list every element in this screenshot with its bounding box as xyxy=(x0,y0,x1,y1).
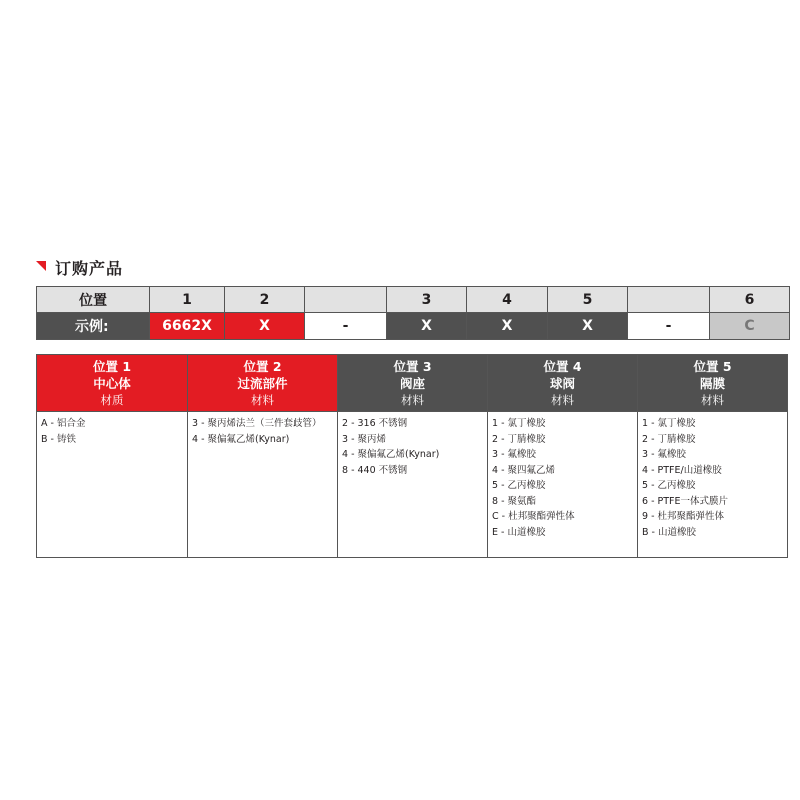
option-item: 4 - 聚偏氟乙烯(Kynar) xyxy=(342,449,440,460)
position-1-header xyxy=(37,355,188,412)
section-title-text: 订购产品 xyxy=(55,258,124,278)
option-item: 1 - 氯丁橡胶 xyxy=(492,418,546,429)
position-3-subtitle: 材料 xyxy=(401,392,424,407)
position-4-options xyxy=(488,412,638,558)
position-5-header xyxy=(638,355,788,412)
materials-table xyxy=(36,354,788,558)
example-code-3: X xyxy=(387,313,467,340)
position-5-name: 隔膜 xyxy=(699,375,725,391)
materials-options-row xyxy=(37,412,788,558)
example-label: 示例: xyxy=(37,313,150,340)
position-header-2: 2 xyxy=(225,287,305,313)
position-4-subtitle: 材料 xyxy=(551,392,574,407)
position-2-options xyxy=(188,412,338,558)
position-header-3: 3 xyxy=(387,287,467,313)
option-item: 5 - 乙丙橡胶 xyxy=(642,480,696,491)
example-separator: - xyxy=(628,313,710,340)
position-4-header xyxy=(488,355,638,412)
position-1-subtitle: 材质 xyxy=(100,392,124,407)
option-item: A - 铝合金 xyxy=(41,418,86,429)
position-header-blank xyxy=(305,287,387,313)
option-item: 6 - PTFE一体式膜片 xyxy=(642,495,729,507)
example-code-2: X xyxy=(225,313,305,340)
position-header-5: 5 xyxy=(548,287,628,313)
option-item: 3 - 氟橡胶 xyxy=(492,449,537,460)
option-item: 5 - 乙丙橡胶 xyxy=(492,480,546,491)
option-item: 3 - 聚丙烯 xyxy=(342,433,387,445)
position-4-title: 位置 4 xyxy=(543,358,582,374)
option-item: B - 铸铁 xyxy=(41,433,76,445)
position-2-subtitle: 材料 xyxy=(251,392,274,407)
option-item: 1 - 氯丁橡胶 xyxy=(642,418,696,429)
position-header-row xyxy=(37,287,790,313)
position-header-4: 4 xyxy=(467,287,548,313)
example-code-6: C xyxy=(710,313,790,340)
position-4-name: 球阀 xyxy=(549,375,575,391)
option-item: 8 - 聚氨酯 xyxy=(492,495,537,507)
position-1-options xyxy=(37,412,188,558)
position-5-options xyxy=(638,412,788,558)
position-header-label: 位置 xyxy=(37,287,150,313)
position-2-title: 位置 2 xyxy=(243,358,282,374)
position-3-name: 阀座 xyxy=(399,375,425,391)
option-item: 4 - 聚四氟乙烯 xyxy=(492,464,556,476)
position-2-name: 过流部件 xyxy=(237,375,288,391)
option-item: 8 - 440 不锈钢 xyxy=(342,464,408,476)
example-separator: - xyxy=(305,313,387,340)
option-item: 2 - 丁腈橡胶 xyxy=(642,433,696,445)
position-3-title: 位置 3 xyxy=(393,358,432,374)
option-item: 9 - 杜邦聚酯弹性体 xyxy=(642,511,725,522)
position-5-subtitle: 材料 xyxy=(701,392,724,407)
option-item: C - 杜邦聚酯弹性体 xyxy=(492,511,575,522)
example-code-table xyxy=(36,286,790,340)
option-item: 2 - 316 不锈钢 xyxy=(342,418,408,429)
red-triangle-icon xyxy=(36,261,46,271)
option-item: 3 - 氟橡胶 xyxy=(642,449,687,460)
position-3-options xyxy=(338,412,488,558)
example-code-1: 6662X xyxy=(150,313,225,340)
position-1-title: 位置 1 xyxy=(92,358,132,374)
position-header-1: 1 xyxy=(150,287,225,313)
option-item: 4 - PTFE/山道橡胶 xyxy=(642,464,722,476)
position-5-title: 位置 5 xyxy=(693,358,732,374)
position-3-header xyxy=(338,355,488,412)
position-header-6: 6 xyxy=(710,287,790,313)
option-item: E - 山道橡胶 xyxy=(492,526,546,538)
example-code-4: X xyxy=(467,313,548,340)
section-title xyxy=(36,256,123,278)
position-1-name: 中心体 xyxy=(93,375,131,391)
materials-header-row xyxy=(37,355,788,412)
option-item: 2 - 丁腈橡胶 xyxy=(492,433,546,445)
option-item: B - 山道橡胶 xyxy=(642,526,696,538)
position-header-blank xyxy=(628,287,710,313)
option-item: 4 - 聚偏氟乙烯(Kynar) xyxy=(192,433,290,445)
example-code-5: X xyxy=(548,313,628,340)
position-2-header xyxy=(188,355,338,412)
example-row xyxy=(37,313,790,340)
option-item: 3 - 聚丙烯法兰（三件套歧管） xyxy=(192,418,322,429)
